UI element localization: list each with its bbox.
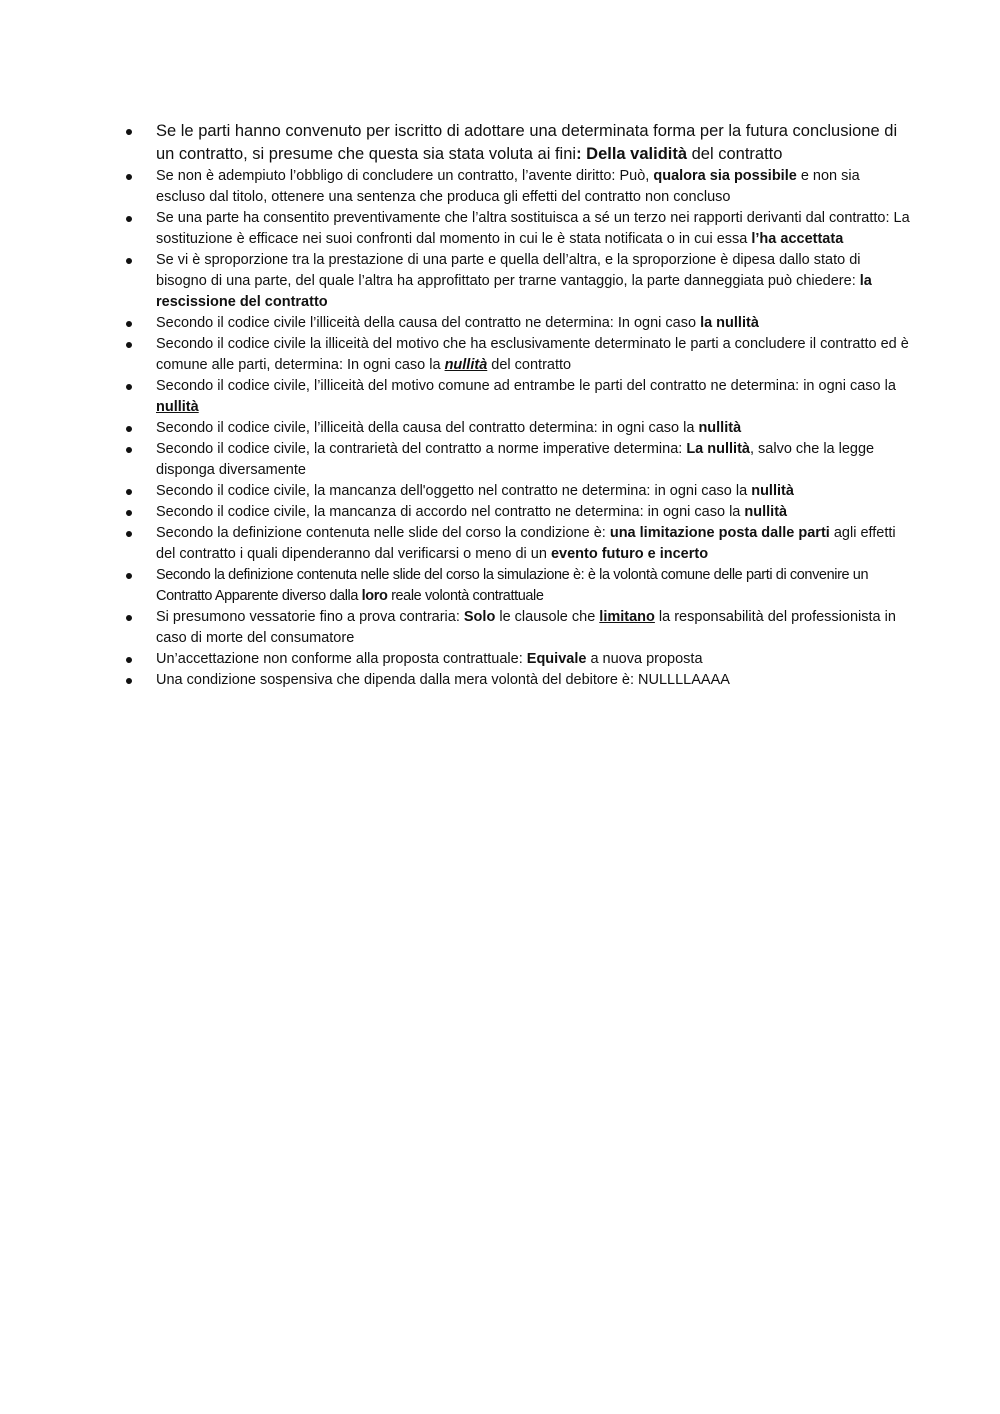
item-text: del contratto xyxy=(487,357,572,373)
list-item xyxy=(120,523,910,565)
bullet-icon xyxy=(126,258,132,264)
item-highlight: loro xyxy=(361,588,388,604)
bullet-icon xyxy=(126,129,132,135)
item-highlight: la rescissione del contratto xyxy=(156,273,872,310)
item-highlight: nullità xyxy=(744,504,788,520)
item-text: Un’accettazione non conforme alla proposta contrattuale: xyxy=(156,651,527,667)
list-item xyxy=(120,565,910,607)
item-text: del contratto xyxy=(687,145,783,163)
list-item xyxy=(120,481,910,502)
item-text: Secondo il codice civile la illiceità del motivo che ha esclusivamente determinato le parti a concludere il contratto ed è comune alle parti, determina: In ogni caso la xyxy=(156,336,909,373)
bullet-icon xyxy=(126,342,132,348)
bullet-icon xyxy=(126,216,132,222)
item-text: , salvo che la legge disponga diversamente xyxy=(156,441,875,478)
item-highlight: Equivale xyxy=(526,651,587,667)
bullet-icon xyxy=(126,321,132,327)
bullet-icon xyxy=(126,573,132,579)
item-text: Secondo la definizione contenuta nelle slide del corso la condizione è: xyxy=(156,525,610,541)
item-text: Secondo la definizione contenuta nelle slide del corso la simulazione è: è la volontà comune delle parti di convenire un Contratto Apparente diverso dalla xyxy=(156,567,869,604)
item-highlight: nullità xyxy=(698,420,742,436)
item-highlight: Solo xyxy=(463,609,496,625)
bullet-icon xyxy=(126,174,132,180)
item-highlight: nullità xyxy=(156,399,199,415)
item-highlight: qualora sia possibile xyxy=(653,168,797,184)
list-item xyxy=(120,418,910,439)
item-highlight: nullità xyxy=(444,357,488,373)
bullet-icon xyxy=(126,447,132,453)
item-highlight: limitano xyxy=(599,609,655,625)
bullet-icon xyxy=(126,657,132,663)
item-text: Se le parti hanno convenuto per iscritto di adottare una determinata forma per la futura conclusione di un contratto, si presume che questa sia stata voluta ai fini xyxy=(156,122,898,163)
item-text: Se una parte ha consentito preventivamente che l’altra sostituisca a sé un terzo nei rapporti derivanti dal contratto: La sostituzione è efficace nei suoi confronti dal momento in cui le è stata notificata o in cui essa xyxy=(156,210,910,247)
bullet-icon xyxy=(126,489,132,495)
list-item xyxy=(120,120,910,166)
item-highlight: la nullità xyxy=(700,315,759,331)
item-text: Secondo il codice civile, la contrarietà del contratto a norme imperative determina: xyxy=(156,441,687,457)
bullet-icon xyxy=(126,384,132,390)
item-highlight: l’ha accettata xyxy=(751,231,844,247)
list-item xyxy=(120,649,910,670)
item-text: la responsabilità del professionista in caso di morte del consumatore xyxy=(156,609,896,646)
bullet-icon xyxy=(126,615,132,621)
list-item xyxy=(120,250,910,313)
list-item xyxy=(120,439,910,481)
item-highlight: La nullità xyxy=(686,441,750,457)
list-item xyxy=(120,313,910,334)
item-text: Secondo il codice civile l’illiceità della causa del contratto ne determina: In ogni caso xyxy=(156,315,701,331)
item-text: e non sia escluso dal titolo, ottenere una sentenza che produca gli effetti del contratto non concluso xyxy=(156,168,860,205)
item-text: Una condizione sospensiva che dipenda dalla mera volontà del debitore è: NULLLLAAAA xyxy=(156,672,730,688)
item-text: Secondo il codice civile, l’illiceità del motivo comune ad entrambe le parti del contratto ne determina: in ogni caso la xyxy=(156,378,896,394)
item-highlight: evento futuro e incerto xyxy=(550,546,709,562)
item-text: Si presumono vessatorie fino a prova contraria: xyxy=(156,609,464,625)
item-text: agli effetti del contratto i quali dipenderanno dal verificarsi o meno di un xyxy=(156,525,896,562)
bullet-icon xyxy=(126,426,132,432)
list-item xyxy=(120,208,910,250)
list-item xyxy=(120,334,910,376)
item-text: Secondo il codice civile, l’illiceità della causa del contratto determina: in ogni caso la xyxy=(156,420,699,436)
item-highlight: nullità xyxy=(751,483,794,499)
list-item xyxy=(120,376,910,418)
item-text: Secondo il codice civile, la mancanza dell'oggetto nel contratto ne determina: in ogni caso la xyxy=(156,483,752,499)
bullet-icon xyxy=(126,510,132,516)
bullet-icon xyxy=(126,678,132,684)
bullet-icon xyxy=(126,531,132,537)
item-text: Se non è adempiuto l’obbligo di concludere un contratto, l’avente diritto: Può, xyxy=(156,168,654,184)
item-text: a nuova proposta xyxy=(586,651,703,667)
item-highlight: : Della validità xyxy=(576,145,688,163)
quiz-answer-list xyxy=(120,120,910,691)
item-text: Secondo il codice civile, la mancanza di accordo nel contratto ne determina: in ogni caso la xyxy=(156,504,745,520)
item-text: Se vi è sproporzione tra la prestazione di una parte e quella dell’altra, e la sproporzione è dipesa dallo stato di bisogno di una parte, del quale l’altra ha approfittato per trarne vantaggio, la parte danneggiata può chiedere: xyxy=(156,252,861,289)
item-text: le clausole che xyxy=(495,609,600,625)
list-item xyxy=(120,607,910,649)
list-item xyxy=(120,502,910,523)
list-item xyxy=(120,166,910,208)
item-highlight: una limitazione posta dalle parti xyxy=(609,525,830,541)
list-item xyxy=(120,670,910,691)
item-text: reale volontà contrattuale xyxy=(387,588,544,604)
